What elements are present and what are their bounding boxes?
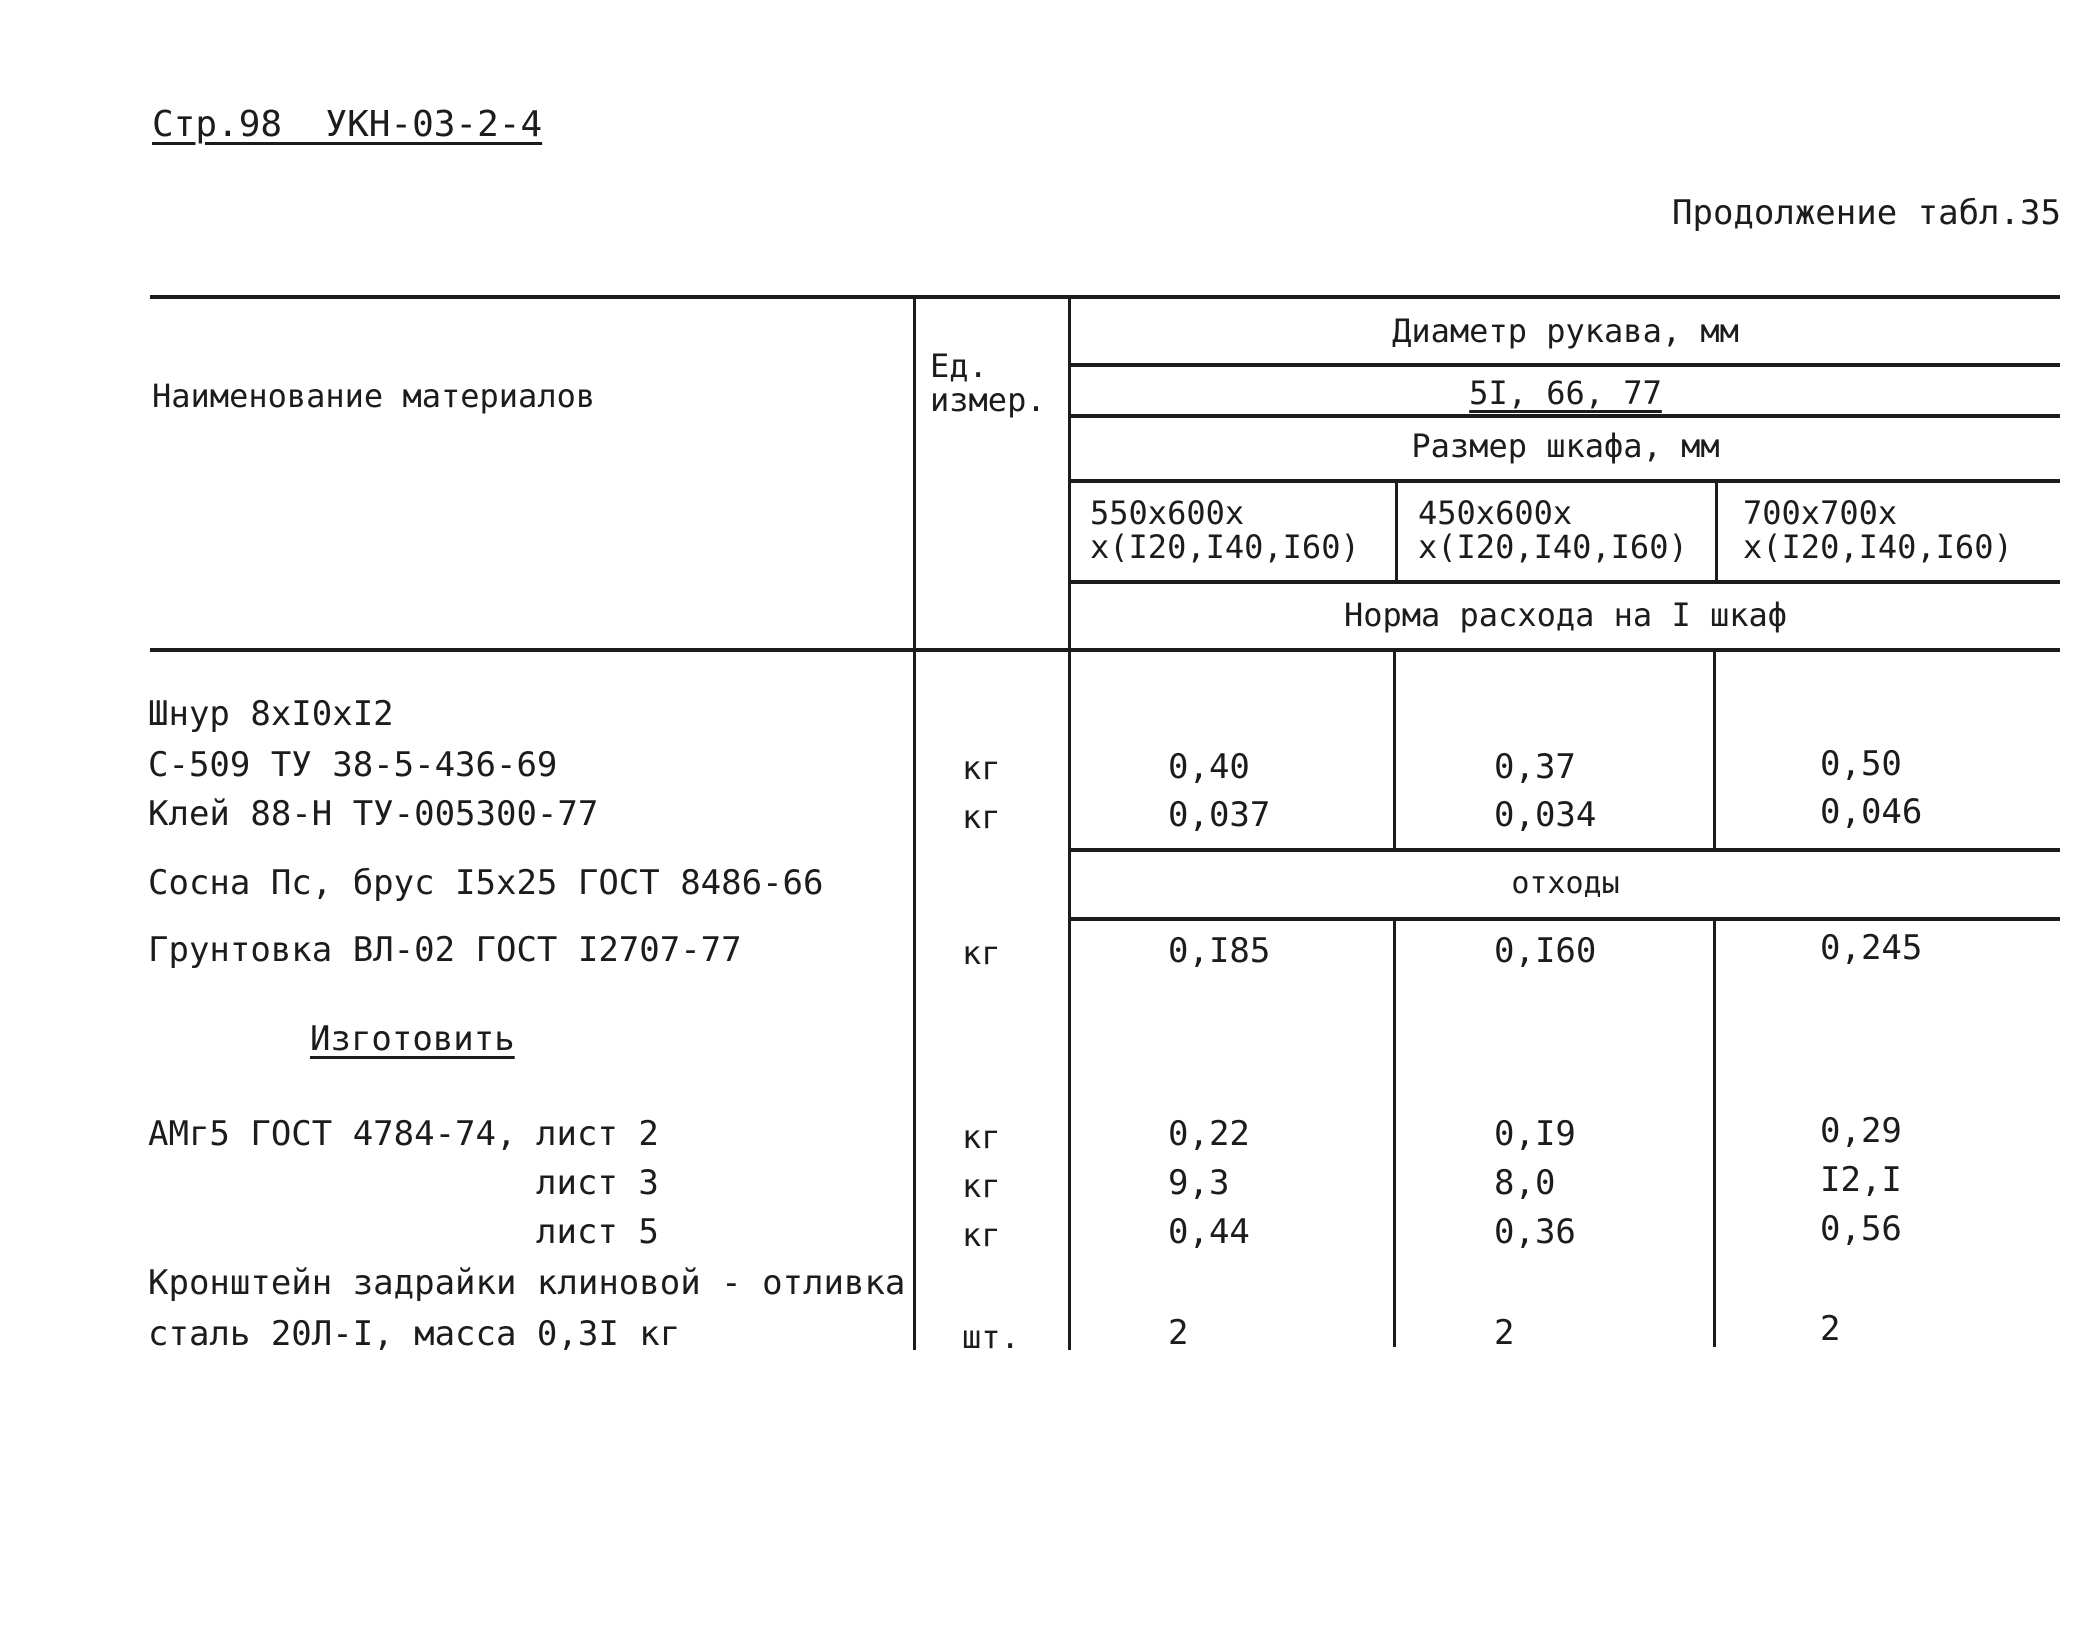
value-cell: 9,3 xyxy=(1168,1163,1230,1203)
value-cell: 0,I60 xyxy=(1494,931,1597,971)
value-cell: 2 xyxy=(1168,1313,1189,1353)
header-consumption-norm: Норма расхода на I шкаф xyxy=(1343,596,1788,634)
material-name: Клей 88-Н ТУ-005300-77 xyxy=(148,794,599,834)
waste-label: отходы xyxy=(1511,866,1620,901)
value-cell: 0,29 xyxy=(1820,1111,1902,1151)
value-cell: 0,046 xyxy=(1820,792,1923,832)
header-cabinet-size: Размер шкафа, мм xyxy=(1411,427,1720,465)
header-size-3-line2: x(I20,I40,I60) xyxy=(1743,528,2013,566)
header-hose-diameter-values: 5I, 66, 77 xyxy=(1469,374,1662,412)
value-cell: 2 xyxy=(1820,1309,1841,1349)
table-head-bottom-rule xyxy=(150,648,2060,652)
material-sheet: лист 5 xyxy=(536,1212,659,1252)
material-sheet: лист 3 xyxy=(536,1163,659,1203)
section-title: Изготовить xyxy=(310,1019,515,1059)
value-cell: 0,56 xyxy=(1820,1209,1902,1249)
value-cell: 0,I85 xyxy=(1168,931,1271,971)
value-cell: 0,44 xyxy=(1168,1212,1250,1252)
column-divider-size-2-3-head xyxy=(1715,481,1718,582)
value-cell: I2,I xyxy=(1820,1160,1902,1200)
unit-cell: кг xyxy=(962,1216,1001,1254)
material-sheet: лист 2 xyxy=(536,1114,659,1154)
material-name: Грунтовка ВЛ-02 ГОСТ I2707-77 xyxy=(148,930,742,970)
unit-cell: кг xyxy=(962,1118,1001,1156)
table-continuation-label: Продолжение табл.35 xyxy=(1672,193,2061,233)
material-name: Кронштейн задрайки клиновой - отливка xyxy=(148,1263,906,1303)
value-cell: 0,034 xyxy=(1494,795,1597,835)
rule-below-waste xyxy=(1070,917,2060,921)
unit-cell: кг xyxy=(962,934,1001,972)
value-cell: 0,245 xyxy=(1820,928,1923,968)
value-cell: 0,I9 xyxy=(1494,1114,1576,1154)
material-name: сталь 20Л-I, масса 0,3I кг xyxy=(148,1314,681,1354)
unit-cell: кг xyxy=(962,1167,1001,1205)
unit-cell: кг xyxy=(962,798,1001,836)
header-material-name: Наименование материалов xyxy=(152,377,596,415)
header-hose-diameter: Диаметр рукава, мм xyxy=(1392,312,1739,350)
rule-above-waste xyxy=(1070,848,2060,852)
column-divider-size-1-2-body-top xyxy=(1393,650,1396,850)
page-reference: Стр.98 УКН-03-2-4 xyxy=(152,104,543,145)
header-unit-line1: Ед. xyxy=(930,347,988,385)
unit-cell: кг xyxy=(962,749,1001,787)
value-cell: 8,0 xyxy=(1494,1163,1556,1203)
column-divider-size-1-2-body xyxy=(1393,919,1396,1347)
value-cell: 2 xyxy=(1494,1313,1515,1353)
rule-under-diameter xyxy=(1070,363,2060,367)
column-divider-size-2-3-body xyxy=(1713,919,1716,1347)
value-cell: 0,22 xyxy=(1168,1114,1250,1154)
header-size-3-line1: 700x700x xyxy=(1743,494,1898,532)
header-size-2-line1: 450x600x xyxy=(1418,494,1573,532)
material-name: С-509 ТУ 38-5-436-69 xyxy=(148,745,558,785)
material-name: Сосна Пс, брус I5x25 ГОСТ 8486-66 xyxy=(148,863,824,903)
value-cell: 0,37 xyxy=(1494,747,1576,787)
column-divider-size-2-3-body-top xyxy=(1713,650,1716,850)
value-cell: 0,50 xyxy=(1820,744,1902,784)
header-size-2-line2: x(I20,I40,I60) xyxy=(1418,528,1688,566)
material-name: Шнур 8xI0xI2 xyxy=(148,694,394,734)
header-size-1-line1: 550x600x xyxy=(1090,494,1245,532)
rule-under-sizes xyxy=(1070,580,2060,584)
value-cell: 0,40 xyxy=(1168,747,1250,787)
unit-cell: шт. xyxy=(962,1318,1020,1356)
material-name: АМг5 ГОСТ 4784-74, xyxy=(148,1114,517,1154)
value-cell: 0,037 xyxy=(1168,795,1271,835)
value-cell: 0,36 xyxy=(1494,1212,1576,1252)
header-unit-line2: измер. xyxy=(930,381,1046,419)
column-divider-unit-left xyxy=(913,297,916,1350)
rule-under-diameter-values xyxy=(1070,414,2060,418)
table-top-rule xyxy=(150,295,2060,299)
rule-under-size-label xyxy=(1070,479,2060,483)
header-size-1-line2: x(I20,I40,I60) xyxy=(1090,528,1360,566)
column-divider-size-1-2-head xyxy=(1395,481,1398,582)
